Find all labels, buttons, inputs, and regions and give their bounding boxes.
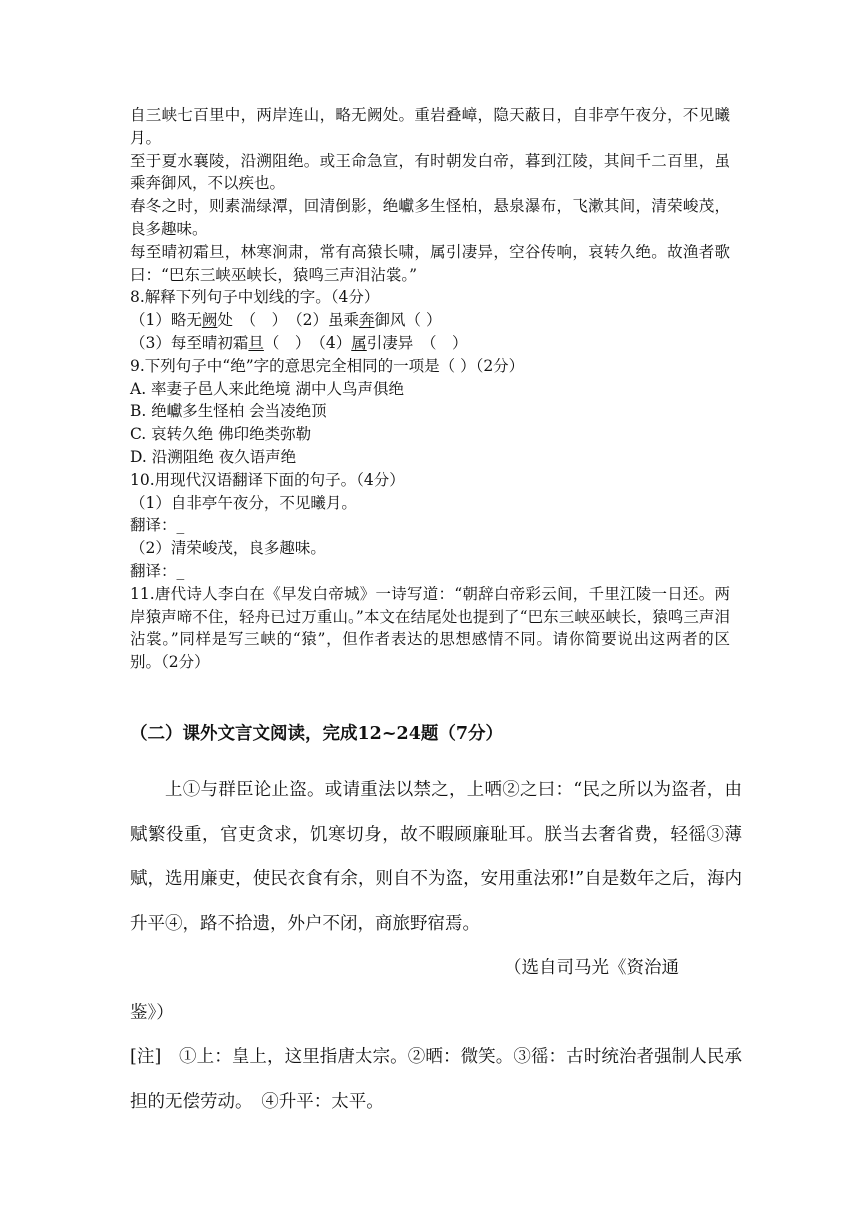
q8-text: 引凄异 （ ） [366,333,468,352]
classical-reading-section [130,104,730,674]
passage-paragraph-4: 每至晴初霜旦，林寒涧肃，常有高猿长啸，属引凄异，空谷传响，哀转久绝。故渔者歌曰：“巴东三峡巫峡长，猿鸣三声泪沾裳。” [130,242,730,284]
question-10-sentence-2: （2）清荣峻茂，良多趣味。 [130,539,326,558]
source-citation-line-2: 鉴》） [130,1002,174,1023]
annotation-notes: [注] ①上：皇上，这里指唐太宗。②晒：微笑。③徭：古时统治者强制人民承担的无偿劳动。 ④升平：太平。 [130,1047,742,1112]
question-9-stem: 9.下列句子中“绝”字的意思完全相同的一项是（ ）（2分） [130,356,525,375]
q8-text: 御风（ ） [374,311,442,330]
question-8-items-row-2 [130,332,730,355]
underlined-char: 阙 [201,311,218,330]
extracurricular-reading-section [130,718,742,1124]
question-9-option-c: C. 哀转久绝 佛印绝类弥勒 [130,425,312,444]
passage-paragraph-1: 自三峡七百里中，两岸连山，略无阙处。重岩叠嶂，隐天蔽日，自非亭午夜分，不见曦月。 [130,106,730,147]
underlined-char: 属 [351,333,367,352]
question-11: 11.唐代诗人李白在《早发白帝城》一诗写道：“朝辞白帝彩云间，千里江陵一日还。两岸猿声啼不住，轻舟已过万重山。”本文在结尾处也提到了“巴东三峡巫峡长，猿鸣三声泪沾裳。”同样是写三峡的“猿”，但作者表达的思想感情不同。请你简要说出这两者的区别。（2分） [130,584,730,672]
underlined-char: 旦 [248,333,264,352]
question-8-stem: 8.解释下列句子中划线的字。（4分） [130,288,380,307]
q8-text: （1）略无 [130,311,202,330]
q8-text: 处 （ ） （2）虽乘 [217,311,360,330]
question-10-stem: 10.用现代汉语翻译下面的句子。（4分） [130,470,405,489]
question-9-option-a: A. 率妻子邑人来此绝境 湖中人鸟声俱绝 [130,379,404,398]
question-10-sentence-1: （1）自非亭午夜分，不见曦月。 [130,493,357,512]
question-8-items-row-1 [130,309,730,332]
q8-text: （3）每至晴初霜 [130,333,249,352]
section-2-passage: 上①与群臣论止盗。或请重法以禁之，上哂②之曰：“民之所以为盗者，由赋繁役重，官吏贪求，饥寒切身，故不暇顾廉耻耳。朕当去奢省费，轻徭③薄赋，选用廉吏，使民衣食有余，则自不为盗，安用重法邪!”自是数年之后，海内升平④，路不拾遗，外户不闭，商旅野宿焉。 [130,780,742,934]
question-10-translation-1: 翻译：_ [130,516,185,535]
q8-text: （ ） （4） [263,333,352,352]
source-citation-line-1: （选自司马光《资治通 [504,958,679,978]
section-2-title: （二）课外文言文阅读，完成12~24题（7分） [130,724,504,744]
passage-paragraph-2: 至于夏水襄陵，沿溯阻绝。或王命急宣，有时朝发白帝，暮到江陵，其间千二百里，虽乘奔御风，不以疾也。 [130,151,730,193]
question-9-option-d: D. 沿溯阻绝 夜久语声绝 [130,447,297,466]
passage-paragraph-3: 春冬之时，则素湍绿潭，回清倒影，绝巘多生怪柏，悬泉瀑布，飞漱其间，清荣峻茂，良多趣味。 [130,197,730,238]
underlined-char: 奔 [359,311,375,330]
question-10-translation-2: 翻译：_ [130,561,185,580]
question-9-option-b: B. 绝巘多生怪柏 会当凌绝顶 [130,402,327,421]
